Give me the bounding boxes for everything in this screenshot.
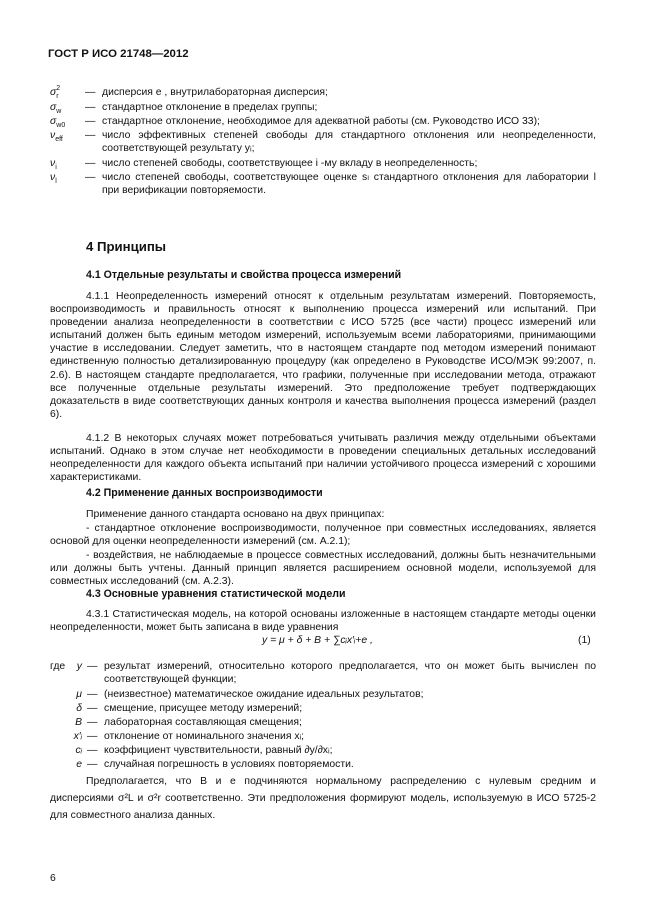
def-symbol: $\nu_l$ — [50, 172, 57, 185]
def-symbol: $\nu_{eff}$ — [50, 130, 63, 143]
section-heading: 4 Принципы — [86, 239, 167, 254]
def-text: стандартное отклонение в пределах группы; — [102, 102, 318, 113]
def-text: число степеней свободы, соответствующее i -му вкладу в неопределенность; — [102, 158, 478, 169]
where-text: лабораторная составляющая смещения; — [104, 717, 302, 728]
page-number: 6 — [50, 873, 56, 884]
paragraph-assumptions: Предполагается, что B и e подчиняются нормальному распределению с нулевым средним и дисперсиями σ²L и σ²r соответственно. Эти предположения формируют модель, используемую в ИСО 5725-2 для совместного анализа данных. — [50, 776, 596, 821]
where-symbol: y — [76, 661, 82, 672]
where-text: (неизвестное) математическое ожидание идеальных результатов; — [104, 689, 424, 700]
paragraph: - воздействия, не наблюдаемые в процессе совместных исследований, должны быть незначительными или должны быть учтены. Данный принцип является расширением основной модели, используемой для совместных исследований (см. А.2.3). — [50, 550, 596, 588]
where-text: отклонение от номинального значения xᵢ; — [104, 731, 305, 742]
paragraph: Применение данного стандарта основано на двух принципах: — [86, 509, 385, 520]
where-symbol: B — [75, 717, 82, 728]
where-text: коэффициент чувствительности, равный ∂y/∂xᵢ; — [104, 745, 333, 756]
def-symbol: $\sigma_w$ — [50, 102, 62, 115]
equation: y = μ + δ + B + ∑cᵢx′ᵢ+e , — [262, 635, 373, 646]
where-symbol: x′ᵢ — [73, 731, 82, 742]
page-header: ГОСТ Р ИСО 21748—2012 — [48, 48, 189, 60]
paragraph-4-3-1: 4.3.1 Статистическая модель, на которой основаны изложенные в настоящем стандарте методы оценки неопределенности, может быть записана в виде уравнения — [50, 609, 596, 634]
subsection-heading: 4.3 Основные уравнения статистической модели — [86, 588, 346, 600]
def-text: дисперсия e , внутрилабораторная дисперсия; — [102, 87, 328, 98]
subsection-heading: 4.1 Отдельные результаты и свойства процесса измерений — [86, 269, 402, 281]
where-symbol: μ — [76, 689, 82, 700]
def-symbol: $\sigma_{w0}$ — [50, 116, 66, 129]
paragraph-4-1-1: 4.1.1 Неопределенность измерений относят к отдельным результатам измерений. Повторяемость, воспроизводимость и правильность относят к выполнению процесса измерений или испытаний. При проведении анализа неопределенности в соответствии с ИСО 5725 (все части) процесс измерений или испытаний должен быть единым методом измерений, используемым всеми лабораториями, принимающими участие в исследовании. Следует заметить, что в настоящем стандарте под методом измерений понимают единственную полностью детализированную процедуру (как определено в Руководстве ИСО/МЭК 99:2007, п. 2.6). В настоящем стандарте предполагается, что графики, полученные при исследовании метода, отражают все полученные отдельные результаты измерений. Это предположение требует подтверждающих доказательств в виде соответствующих данных контроля и качества выполнения процесса измерений (раздел 6). — [50, 291, 596, 420]
where-symbol: e — [76, 759, 82, 770]
def-text: число эффективных степеней свободы для стандартного отклонения или неопределенности, соответствующей результату yᵢ; — [102, 130, 596, 155]
def-symbol: $\nu_i$ — [50, 158, 57, 171]
where-text: результат измерений, относительно которого предполагается, что он может быть вычислен по соответствующей функции; — [104, 661, 596, 686]
where-symbol: cᵢ — [75, 745, 82, 756]
def-text: стандартное отклонение, необходимое для адекватной работы (см. Руководство ИСО 33); — [102, 116, 540, 127]
where-symbol: δ — [76, 703, 82, 714]
paragraph: - стандартное отклонение воспроизводимости, полученное при совместных исследованиях, является основой для оценки неопределенности измерений (см. А.2.1); — [50, 523, 596, 548]
where-label: где — [50, 661, 66, 672]
def-symbol: $\sigma^2_r$ — [50, 85, 61, 100]
paragraph-4-1-2: 4.1.2 В некоторых случаях может потребоваться учитывать различия между отдельными объектами испытаний. Однако в этом случае нет необходимости в проведении специальных детальных исследований неопределенности для каждого объекта испытаний при наличии устойчивого процесса измерений с хорошими характеристиками. — [50, 433, 596, 484]
subsection-heading: 4.2 Применение данных воспроизводимости — [86, 487, 323, 499]
equation-number: (1) — [578, 635, 591, 646]
def-text: число степеней свободы, соответствующее оценке sₗ стандартного отклонения для лаборатории l при верификации повторяемости. — [102, 172, 596, 197]
where-text: случайная погрешность в условиях повторяемости. — [104, 759, 354, 770]
where-text: смещение, присущее методу измерений; — [104, 703, 303, 714]
